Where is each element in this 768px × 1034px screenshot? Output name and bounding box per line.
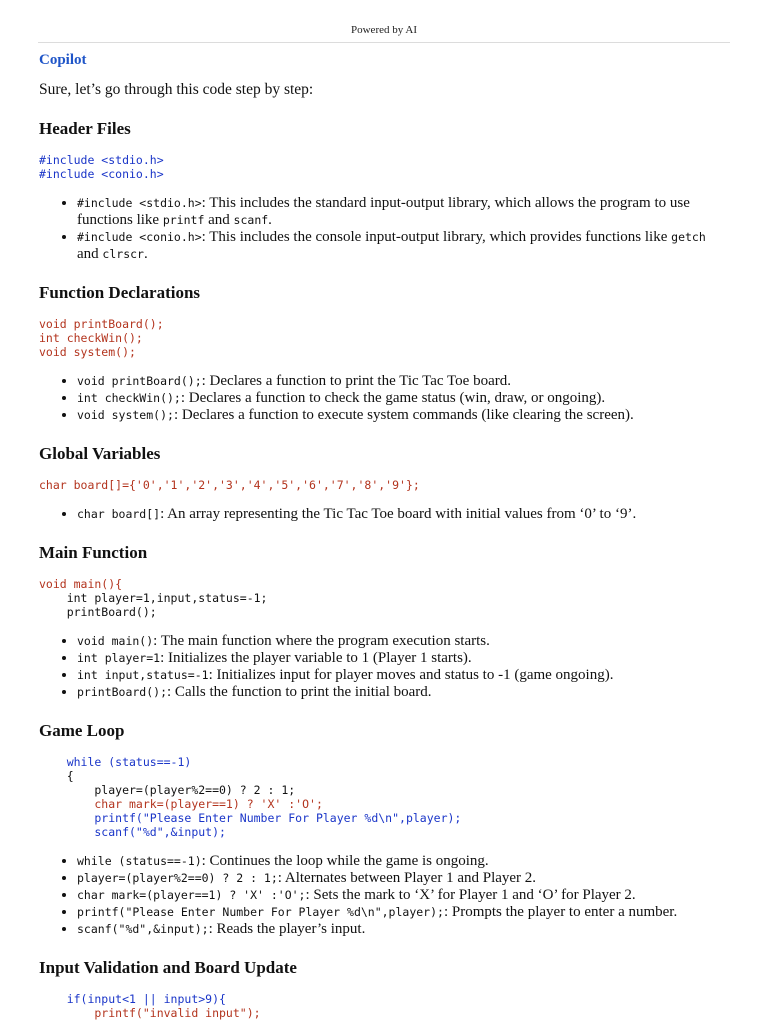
list-item-text: : Initializes input for player moves and status to -1 (game ongoing). [208,667,614,683]
inline-code: void system(); [77,408,174,422]
list-item-text: : Initializes the player variable to 1 (Player 1 starts). [160,650,472,666]
code-block-declarations [39,317,731,359]
list-item-text: : This includes the console input-output library, which provides functions like [201,229,672,245]
intro-text: Sure, let’s go through this code step by step: [39,81,314,98]
code-line: char board[]={'0','1','2','3','4','5','6','7','8','9'}; [39,478,420,492]
list-item-text: : Alternates between Player 1 and Player 2. [277,870,537,886]
inline-code: getch [671,230,706,244]
code-line: int checkWin(); [39,331,143,345]
inline-code: clrscr [102,247,144,261]
section-title-global-variables: Global Variables [39,444,161,463]
inline-code: printf("Please Enter Number For Player %d\n",player); [77,905,444,919]
list-item [77,373,731,390]
section-title-game-loop: Game Loop [39,721,125,740]
list-item [77,390,731,407]
inline-code: char board[] [77,507,161,521]
code-line: scanf("%d",&input); [39,825,226,839]
code-block-globals [39,478,731,492]
section-title-function-declarations: Function Declarations [39,283,201,302]
code-line: char mark=(player==1) ? 'X' :'O'; [39,797,323,811]
bullet-list-loop [39,853,731,938]
bullet-list-main [39,633,731,701]
list-item [77,904,731,921]
code-line: #include <conio.h> [39,167,164,181]
list-item [77,229,731,263]
code-line: printBoard(); [39,605,157,619]
inline-code: printBoard(); [77,685,168,699]
code-line: { [39,769,74,783]
code-block-main [39,577,731,619]
inline-code: void printBoard(); [77,374,202,388]
list-item-text: and [77,246,103,262]
list-item-text: : An array representing the Tic Tac Toe board with initial values from ‘0’ to ‘9’. [160,506,637,522]
code-block-headers [39,153,731,181]
assistant-name: Copilot [39,52,87,68]
list-item [77,195,731,229]
code-line: void system(); [39,345,136,359]
list-item [77,870,731,887]
list-item-text: : Declares a function to print the Tic Tac Toe board. [201,373,511,389]
inline-code: player=(player%2==0) ? 2 : 1; [77,871,278,885]
list-item [77,633,731,650]
inline-code: scanf [233,213,269,227]
list-item-text: : Sets the mark to ‘X’ for Player 1 and ‘O’ for Player 2. [305,887,636,903]
code-line: printf("invalid input"); [39,1006,261,1020]
list-item-text: . [143,246,148,262]
inline-code: #include <conio.h> [77,230,202,244]
code-line: printf("Please Enter Number For Player %d\n",player); [39,811,462,825]
list-item [77,667,731,684]
code-block-validation [39,992,731,1020]
list-item [77,407,731,424]
list-item [77,921,731,938]
list-item [77,684,731,701]
section-title-input-validation: Input Validation and Board Update [39,958,297,977]
code-line: int player=1,input,status=-1; [39,591,268,605]
list-item [77,650,731,667]
chat-response [39,52,731,1034]
list-item-text: and [204,212,234,228]
list-item-text: : Reads the player’s input. [208,921,366,937]
bullet-list-headers [39,195,731,263]
inline-code: void main() [77,634,154,648]
inline-code: scanf("%d",&input); [77,922,209,936]
inline-code: #include <stdio.h> [77,196,202,210]
code-line: player=(player%2==0) ? 2 : 1; [39,783,296,797]
list-item-text: : The main function where the program execution starts. [153,633,490,649]
code-line: if(input<1 || input>9){ [39,992,226,1006]
code-line: void printBoard(); [39,317,164,331]
code-line: while (status==-1) [39,755,192,769]
code-line: #include <stdio.h> [39,153,164,167]
list-item [77,853,731,870]
section-title-main-function: Main Function [39,543,148,562]
inline-code: printf [162,213,205,227]
code-block-loop [39,755,731,839]
inline-code: while (status==-1) [77,854,202,868]
section-title-header-files: Header Files [39,119,131,138]
list-item [77,506,731,523]
code-line: void main(){ [39,577,123,591]
inline-code: int player=1 [77,651,161,665]
list-item [77,887,731,904]
list-item-text: : Prompts the player to enter a number. [443,904,678,920]
list-item-text: : This includes the standard input-output library, which allows the program to use functions like [77,195,690,228]
list-item-text: : Continues the loop while the game is ongoing. [201,853,489,869]
inline-code: int input,status=-1 [77,668,209,682]
list-item-text: : Calls the function to print the initial board. [167,684,432,700]
inline-code: char mark=(player==1) ? 'X' :'O'; [77,888,306,902]
bullet-list-globals [39,506,731,523]
inline-code: int checkWin(); [77,391,181,405]
list-item-text: : Declares a function to check the game status (win, draw, or ongoing). [180,390,606,406]
powered-by-banner: Powered by AI [38,24,730,43]
list-item-text: : Declares a function to execute system commands (like clearing the screen). [173,407,634,423]
bullet-list-declarations [39,373,731,424]
list-item-text: . [268,212,272,228]
